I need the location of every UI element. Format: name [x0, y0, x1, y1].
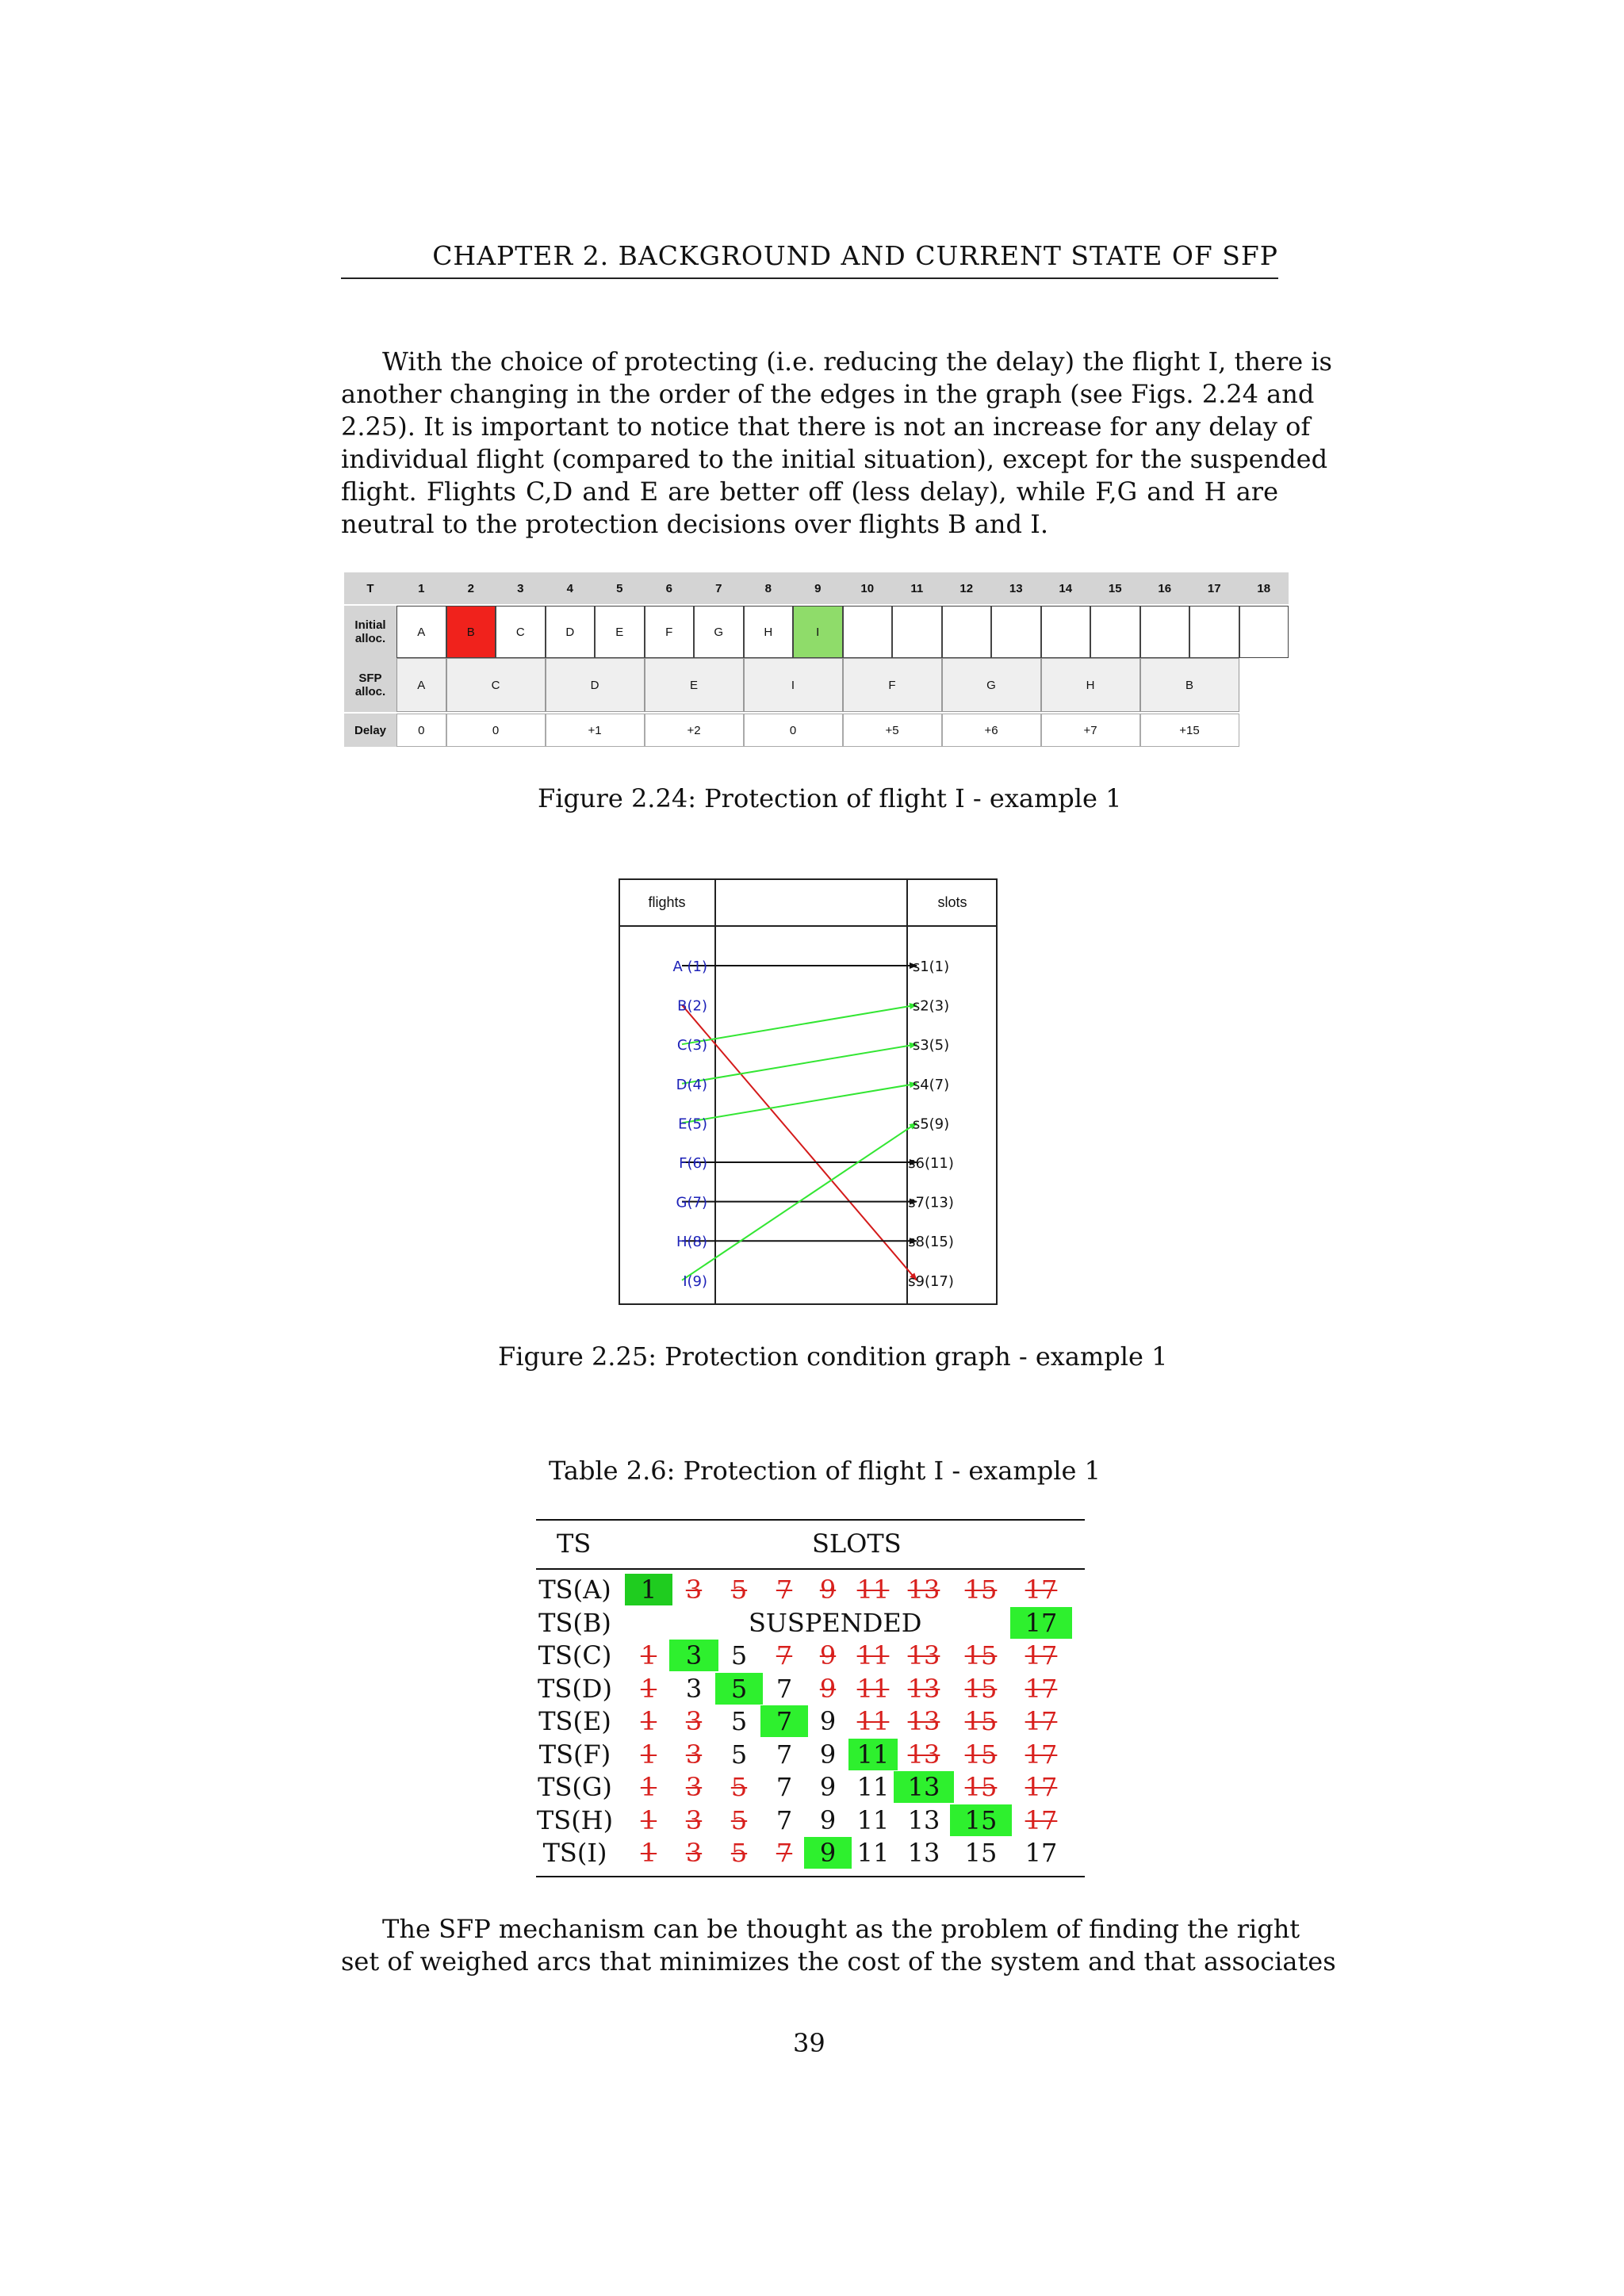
graph-slot-label: s4(7) [912, 1076, 950, 1093]
graph-flight-label: C(3) [676, 1037, 707, 1054]
graph-flight-label: E(5) [678, 1115, 707, 1133]
table-slot-cell: 17 [1025, 1772, 1058, 1802]
table-slot-cell: 15 [950, 1804, 1012, 1836]
grid-delay-cell: +15 [1140, 714, 1239, 747]
table-slot-cell: 13 [907, 1739, 940, 1770]
table-slot-cell: 1 [640, 1673, 657, 1704]
table-slot-cell: 11 [856, 1772, 890, 1802]
grid-delay-cell: +2 [645, 714, 744, 747]
table-slot-cell: 5 [730, 1772, 748, 1802]
grid-initial-cell: G [694, 606, 744, 658]
graph-slot-label: s2(3) [912, 997, 950, 1015]
table-slot-cell: 1 [640, 1804, 657, 1835]
table-slot-cell: 7 [776, 1673, 793, 1704]
grid-slot-number: 17 [1207, 581, 1221, 595]
grid-delay-cell: 0 [446, 714, 546, 747]
table-slot-cell: 3 [685, 1804, 703, 1835]
grid-sfp-cell: B [1140, 658, 1239, 712]
table-slot-cell: 3 [669, 1640, 718, 1671]
graph-flight-label: B(2) [677, 997, 707, 1015]
table-slot-cell: 5 [730, 1706, 748, 1736]
table-slot-cell: 7 [776, 1575, 793, 1605]
table-slot-cell: 15 [964, 1575, 998, 1605]
table-slot-cell: 3 [685, 1706, 703, 1736]
table-row-label: TS(G) [538, 1772, 612, 1802]
grid-initial-cell: E [595, 606, 645, 658]
table-slot-cell: 11 [856, 1838, 890, 1868]
table-slot-cell: 1 [640, 1772, 657, 1802]
table-slot-cell: 3 [685, 1673, 703, 1704]
paragraph-2 [341, 1913, 1336, 1978]
grid-initial-cell: F [645, 606, 695, 658]
grid-delay-cell: 0 [744, 714, 843, 747]
grid-slot-number: 10 [860, 581, 875, 595]
table-slot-cell: 1 [640, 1739, 657, 1770]
table-suspended-label: SUSPENDED [749, 1607, 922, 1638]
grid-slot-number: 9 [814, 581, 822, 595]
grid-slot-number: 15 [1108, 581, 1122, 595]
table-2-6-caption: Table 2.6: Protection of flight I - example 1 [549, 1456, 1101, 1486]
grid-initial-cell: D [546, 606, 596, 658]
table-slot-cell: 17 [1010, 1607, 1072, 1639]
grid-initial-cell: I [793, 606, 843, 658]
table-slot-cell: 17 [1025, 1673, 1058, 1704]
grid-delay-cell: +6 [942, 714, 1041, 747]
table-slot-cell: 9 [819, 1772, 837, 1802]
table-slot-cell: 7 [776, 1640, 793, 1670]
paragraph-line: neutral to the protection decisions over flights B and I. [341, 509, 1048, 539]
graph-slot-label: s1(1) [912, 959, 950, 975]
table-slot-cell: 3 [685, 1739, 703, 1770]
paragraph-line: The SFP mechanism can be thought as the problem of finding the right [382, 1914, 1300, 1944]
grid-sfp-cell: G [942, 658, 1041, 712]
grid-initial-cell [991, 606, 1041, 658]
grid-header-t: T [366, 581, 374, 595]
table-slot-cell: 11 [848, 1739, 898, 1770]
table-slot-cell: 5 [715, 1673, 763, 1705]
table-slot-cell: 5 [730, 1575, 748, 1605]
grid-slot-number: 16 [1158, 581, 1172, 595]
figure-2-25-caption: Figure 2.25: Protection condition graph - example 1 [498, 1341, 1168, 1372]
table-slot-cell: 1 [640, 1838, 657, 1868]
grid-slot-number: 5 [616, 581, 623, 595]
graph-slot-label: s8(15) [908, 1234, 954, 1251]
grid-slot-number: 2 [467, 581, 474, 595]
table-slot-cell: 9 [819, 1739, 837, 1770]
table-slot-cell: 9 [819, 1575, 837, 1605]
table-slot-cell: 11 [856, 1575, 890, 1605]
table-slot-cell: 13 [907, 1838, 940, 1868]
running-title: CHAPTER 2. BACKGROUND AND CURRENT STATE OF SFP [432, 240, 1278, 271]
table-slot-cell: 9 [804, 1837, 852, 1869]
table-slot-cell: 17 [1025, 1640, 1058, 1670]
table-slot-cell: 5 [730, 1804, 748, 1835]
table-slot-cell: 1 [640, 1706, 657, 1736]
graph-slot-label: s9(17) [908, 1272, 954, 1290]
table-slot-cell: 5 [730, 1640, 748, 1670]
table-slot-cell: 11 [856, 1673, 890, 1704]
graph-flight-label: H(8) [676, 1234, 707, 1251]
table-slot-cell: 13 [907, 1575, 940, 1605]
table-slot-cell: 15 [964, 1640, 998, 1670]
table-slot-cell: 1 [625, 1574, 672, 1605]
table-slot-cell: 3 [685, 1772, 703, 1802]
grid-delay-cell: 0 [396, 714, 446, 747]
graph-flight-label: A (1) [672, 959, 707, 975]
graph-flight-label: F(6) [679, 1155, 707, 1172]
graph-flight-label: G(7) [676, 1194, 707, 1211]
paragraph-1 [341, 346, 1332, 541]
running-header [341, 238, 1278, 279]
table-slot-cell: 17 [1025, 1575, 1058, 1605]
grid-slot-number: 6 [665, 581, 672, 595]
paragraph-line: flight. Flights C,D and E are better off (less delay), while F,G and H are [341, 476, 1278, 507]
table-slot-cell: 7 [776, 1838, 793, 1868]
paragraph-line: another changing in the order of the edges in the graph (see Figs. 2.24 and [341, 379, 1315, 409]
graph-flights-header: flights [648, 894, 686, 910]
table-slot-cell: 11 [856, 1804, 890, 1835]
grid-initial-cell: B [446, 606, 496, 658]
table-row-label: TS(F) [538, 1739, 611, 1770]
grid-slot-number: 11 [910, 581, 924, 595]
table-col-ts: TS [557, 1529, 592, 1559]
grid-sfp-cell: I [744, 658, 843, 712]
grid-row-label-initial: Initial alloc. [344, 606, 396, 658]
table-slot-cell: 1 [640, 1640, 657, 1670]
grid-delay-cell: +1 [546, 714, 645, 747]
grid-initial-cell: A [396, 606, 446, 658]
grid-slot-number: 4 [566, 581, 573, 595]
table-slot-cell: 15 [964, 1706, 998, 1736]
table-slot-cell: 17 [1025, 1706, 1058, 1736]
table-slot-cell: 15 [964, 1838, 998, 1868]
figure-2-24-allocation-grid [344, 572, 1291, 747]
grid-row-label-sfp: SFP alloc. [344, 658, 396, 712]
paragraph-line: With the choice of protecting (i.e. reducing the delay) the flight I, there is [382, 346, 1332, 377]
table-slot-cell: 7 [776, 1739, 793, 1770]
table-slot-cell: 7 [760, 1705, 808, 1737]
grid-initial-cell: C [496, 606, 546, 658]
paragraph-line: 2.25). It is important to notice that there is not an increase for any delay of [341, 411, 1311, 442]
figure-2-24-caption: Figure 2.24: Protection of flight I - example 1 [538, 783, 1122, 813]
table-slot-cell: 13 [907, 1706, 940, 1736]
grid-initial-cell [843, 606, 893, 658]
paragraph-line: individual flight (compared to the initial situation), except for the suspended [341, 444, 1328, 474]
grid-slot-number: 1 [418, 581, 425, 595]
table-slot-cell: 13 [907, 1640, 940, 1670]
table-slot-cell: 17 [1025, 1838, 1058, 1868]
table-slot-cell: 15 [964, 1673, 998, 1704]
table-slot-cell: 9 [819, 1804, 837, 1835]
table-slot-cell: 9 [819, 1706, 837, 1736]
graph-flight-label: D(4) [676, 1076, 707, 1093]
graph-slot-label: s7(13) [908, 1194, 954, 1211]
table-slot-cell: 17 [1025, 1804, 1058, 1835]
table-row-label: TS(C) [538, 1640, 612, 1670]
graph-slot-label: s6(11) [908, 1155, 954, 1172]
graph-slots-header: slots [937, 894, 967, 910]
table-row-label: TS(E) [538, 1706, 611, 1736]
grid-initial-cell [1189, 606, 1239, 658]
grid-slot-number: 3 [517, 581, 524, 595]
table-slot-cell: 9 [819, 1640, 837, 1670]
figure-2-25-protection-graph [619, 878, 999, 1307]
grid-initial-cell [1239, 606, 1289, 658]
grid-slot-number: 13 [1009, 581, 1023, 595]
grid-initial-cell [1090, 606, 1140, 658]
grid-initial-cell [1041, 606, 1091, 658]
table-row-label: TS(B) [538, 1607, 611, 1638]
graph-slot-label: s3(5) [912, 1037, 950, 1054]
grid-delay-cell: +7 [1041, 714, 1140, 747]
table-slot-cell: 3 [685, 1838, 703, 1868]
grid-slot-number: 14 [1059, 581, 1073, 595]
table-slot-cell: 11 [856, 1640, 890, 1670]
table-slot-cell: 5 [730, 1838, 748, 1868]
table-slot-cell: 15 [964, 1739, 998, 1770]
table-slot-cell: 15 [964, 1772, 998, 1802]
table-row-label: TS(A) [538, 1575, 611, 1605]
table-slot-cell: 9 [819, 1673, 837, 1704]
table-row-label: TS(I) [542, 1838, 607, 1868]
table-slot-cell: 13 [907, 1673, 940, 1704]
table-slot-cell: 17 [1025, 1739, 1058, 1770]
grid-sfp-cell: C [446, 658, 546, 712]
grid-slot-number: 8 [764, 581, 772, 595]
table-slot-cell: 7 [776, 1804, 793, 1835]
table-slot-cell: 5 [730, 1739, 748, 1770]
grid-slot-number: 12 [959, 581, 974, 595]
table-slot-cell: 7 [776, 1772, 793, 1802]
table-header-rule [536, 1568, 1085, 1570]
graph-slot-label: s5(9) [912, 1115, 950, 1133]
table-row-label: TS(H) [536, 1804, 614, 1835]
table-slot-cell: 13 [894, 1771, 954, 1803]
grid-sfp-cell: H [1041, 658, 1140, 712]
table-row-label: TS(D) [538, 1673, 612, 1704]
grid-initial-cell [892, 606, 942, 658]
grid-delay-cell: +5 [843, 714, 942, 747]
page-number: 39 [793, 2028, 825, 2058]
grid-sfp-cell: E [645, 658, 744, 712]
grid-sfp-cell: A [396, 658, 446, 712]
grid-initial-cell [1140, 606, 1190, 658]
grid-slot-number: 18 [1257, 581, 1271, 595]
grid-slot-number: 7 [715, 581, 722, 595]
table-slot-cell: 13 [907, 1804, 940, 1835]
paragraph-line: set of weighed arcs that minimizes the cost of the system and that associates [341, 1946, 1336, 1976]
grid-sfp-cell: D [546, 658, 645, 712]
table-bottom-rule [536, 1876, 1085, 1877]
table-top-rule [536, 1519, 1085, 1521]
graph-flight-label: I(9) [683, 1272, 707, 1290]
grid-initial-cell [942, 606, 992, 658]
grid-sfp-cell: F [843, 658, 942, 712]
table-slot-cell: 11 [856, 1706, 890, 1736]
table-col-slots: SLOTS [812, 1529, 902, 1559]
grid-initial-cell: H [744, 606, 794, 658]
grid-row-label-delay: Delay [344, 714, 396, 747]
table-slot-cell: 3 [685, 1575, 703, 1605]
